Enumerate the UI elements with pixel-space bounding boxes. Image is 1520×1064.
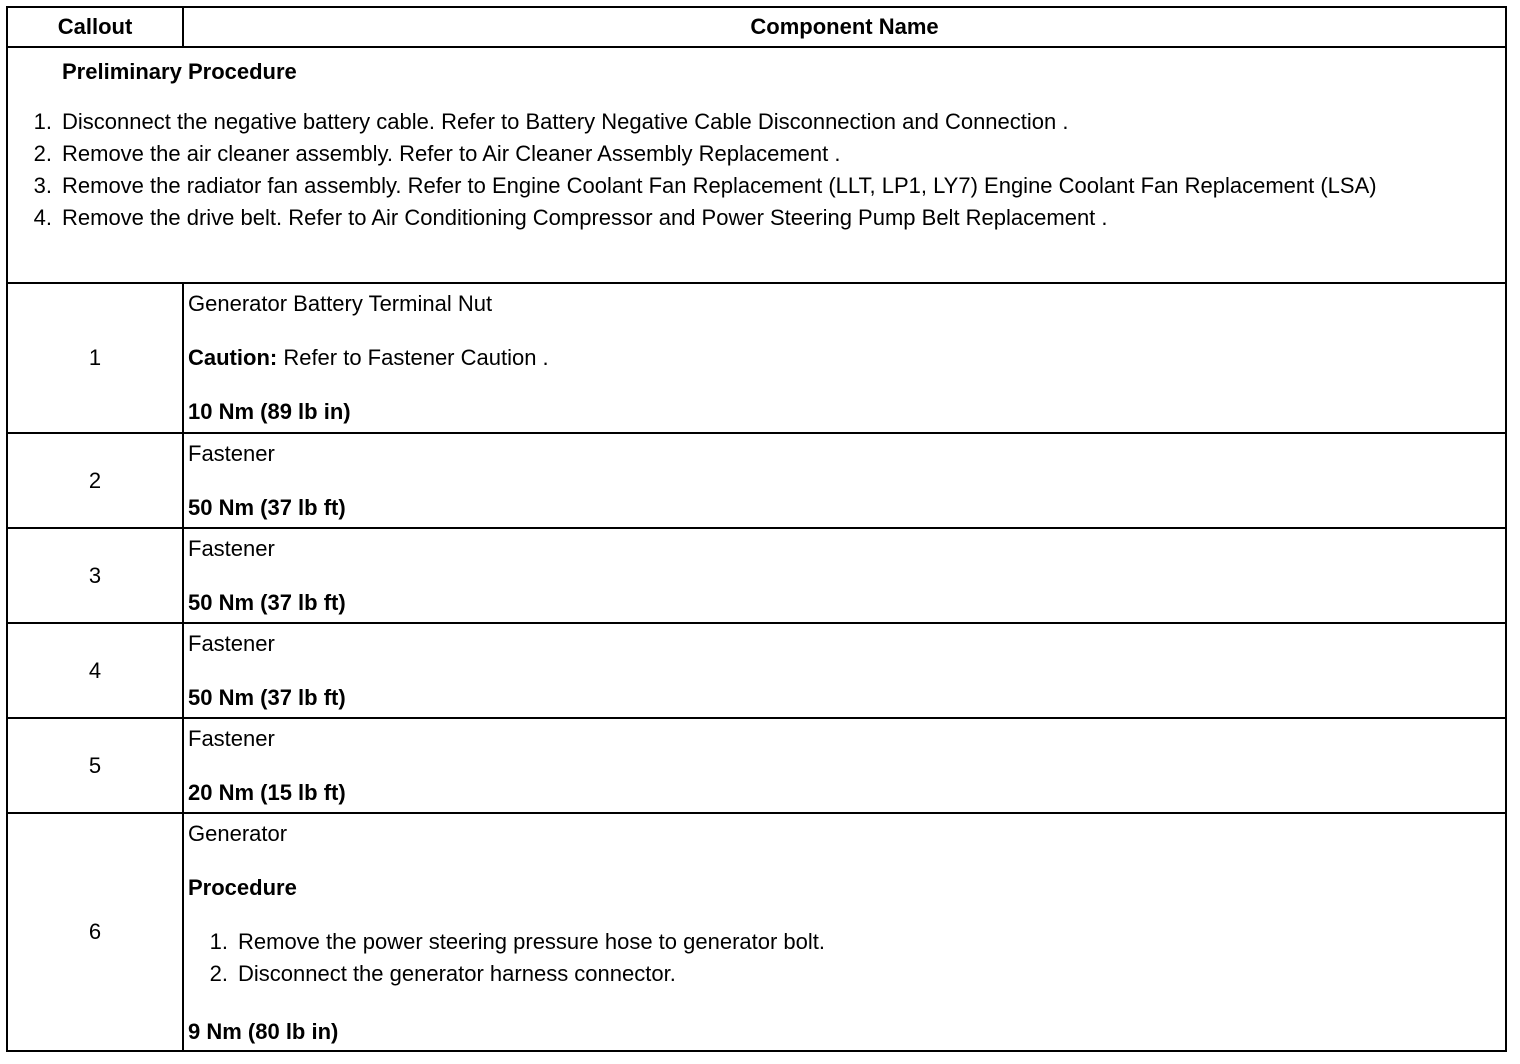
table-row (7, 718, 1506, 813)
component-cell (183, 433, 1506, 528)
component-name: Fastener (188, 536, 275, 561)
torque-spec: 50 Nm (37 lb ft) (188, 495, 346, 520)
table-header-row (7, 7, 1506, 47)
caution-label: Caution: (188, 345, 278, 370)
torque-spec: 50 Nm (37 lb ft) (188, 590, 346, 615)
callout-cell: 1 (7, 283, 183, 433)
callout-cell: 3 (7, 528, 183, 623)
step-number: 4. (33, 205, 52, 230)
preliminary-step (8, 204, 1497, 232)
procedure-step (188, 928, 1499, 956)
caution-text: Refer to Fastener Caution . (277, 345, 549, 370)
header-component-name: Component Name (183, 7, 1506, 47)
torque-spec: 10 Nm (89 lb in) (188, 399, 351, 424)
step-number: 1. (209, 929, 228, 954)
table-row (7, 433, 1506, 528)
table-row (7, 623, 1506, 718)
header-callout: Callout (7, 7, 183, 47)
step-text: Remove the radiator fan assembly. Refer to Engine Coolant Fan Replacement (LLT, LP1, LY7) Engine Coolant Fan Replacement (LSA) (62, 173, 1377, 198)
preliminary-row (7, 47, 1506, 283)
step-number: 1. (33, 109, 52, 134)
step-number: 2. (33, 141, 52, 166)
component-name: Fastener (188, 631, 275, 656)
step-text: Remove the air cleaner assembly. Refer to Air Cleaner Assembly Replacement . (62, 141, 841, 166)
preliminary-step (8, 140, 1497, 168)
step-text: Disconnect the negative battery cable. Refer to Battery Negative Cable Disconnection and Connection . (62, 109, 1069, 134)
component-cell (183, 528, 1506, 623)
preliminary-heading: Preliminary Procedure (62, 59, 297, 84)
step-text: Disconnect the generator harness connector. (238, 961, 676, 986)
table-row (7, 283, 1506, 433)
component-cell (183, 718, 1506, 813)
step-number: 3. (33, 173, 52, 198)
component-name: Fastener (188, 441, 275, 466)
component-name: Generator (188, 821, 288, 846)
callout-cell: 5 (7, 718, 183, 813)
procedure-heading: Procedure (188, 875, 297, 900)
torque-spec: 20 Nm (15 lb ft) (188, 780, 346, 805)
preliminary-step (8, 108, 1497, 136)
procedure-steps (188, 928, 1499, 988)
callout-cell: 4 (7, 623, 183, 718)
callout-cell: 2 (7, 433, 183, 528)
preliminary-steps (8, 108, 1497, 232)
step-text: Remove the drive belt. Refer to Air Conditioning Compressor and Power Steering Pump Belt Replacement . (62, 205, 1108, 230)
component-cell (183, 813, 1506, 1051)
step-number: 2. (209, 961, 228, 986)
callout-cell: 6 (7, 813, 183, 1051)
preliminary-step (8, 172, 1497, 200)
torque-spec: 50 Nm (37 lb ft) (188, 685, 346, 710)
component-cell (183, 623, 1506, 718)
step-text: Remove the power steering pressure hose to generator bolt. (238, 929, 825, 954)
procedure-step (188, 960, 1499, 988)
caution-note (188, 344, 1499, 372)
preliminary-cell (7, 47, 1506, 283)
table-row (7, 528, 1506, 623)
table-row (7, 813, 1506, 1051)
torque-spec: 9 Nm (80 lb in) (188, 1019, 339, 1044)
component-name: Generator Battery Terminal Nut (188, 291, 493, 316)
component-cell (183, 283, 1506, 433)
component-name: Fastener (188, 726, 275, 751)
component-table (6, 6, 1507, 1052)
